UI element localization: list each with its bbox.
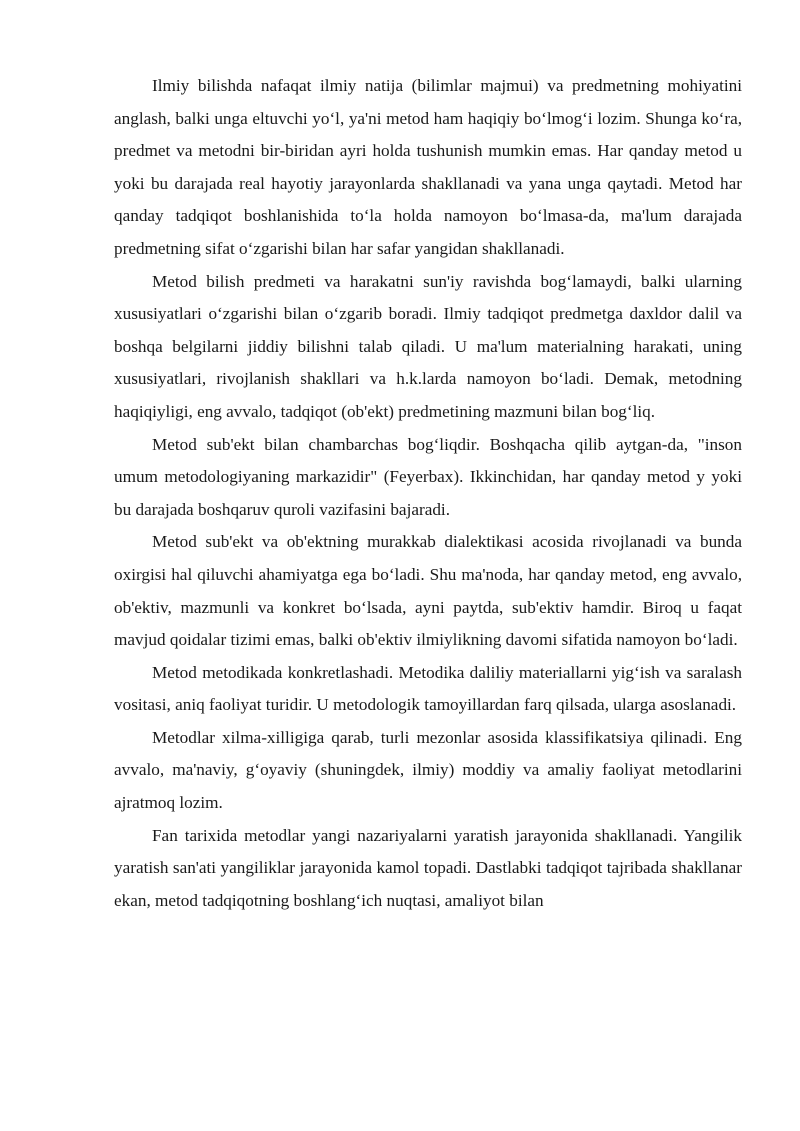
document-page [114,70,742,917]
paragraph-6: Metodlar xilma-xilligiga qarab, turli mezonlar asosida klassifikatsiya qilinadi. Eng avvalo, ma'naviy, g‘oyaviy (shuningdek, ilmiy) moddiy va amaliy faoliyat metodlarini ajratmoq lozim. [114,727,742,813]
paragraph-5: Metod metodikada konkretlashadi. Metodika daliliy materiallarni yig‘ish va saralash vositasi, aniq faoliyat turidir. U metodologik tamoyillardan farq qilsada, ularga asoslanadi. [114,662,742,715]
paragraph-3: Metod sub'ekt bilan chambarchas bog‘liqdir. Boshqacha qilib aytgan-da, "inson umum metodologiyaning markazidir" (Feyerbax). Ikkinchidan, har qanday metod y yoki bu darajada boshqaruv quroli vazifasini bajaradi. [114,434,742,519]
paragraph-4: Metod sub'ekt va ob'ektning murakkab dialektikasi acosida rivojlanadi va bunda oxirgisi hal qiluvchi ahamiyatga ega bo‘ladi. Shu ma'noda, har qanday metod, eng avvalo, ob'ektiv, mazmunli va konkret bo‘lsada, ayni paytda, sub'ektiv hamdir. Biroq u faqat mavjud qoidalar tizimi emas, balki ob'ektiv ilmiylikning davomi sifatida namoyon bo‘ladi. [114,532,742,650]
paragraph-2: Metod bilish predmeti va harakatni sun'iy ravishda bog‘lamaydi, balki ularning xususiyatlari o‘zgarishi bilan o‘zgarib boradi. Ilmiy tadqiqot predmetga daxldor dalil va boshqa belgilarni jiddiy bilishni talab qiladi. U ma'lum materialning harakati, uning xususiyatlari, rivojlanish shakllari va h.k.larda namoyon bo‘ladi. Demak, metodning haqiqiyligi, eng avvalo, tadqiqot (ob'ekt) predmetining mazmuni bilan bog‘liq. [114,271,742,421]
paragraph-7: Fan tarixida metodlar yangi nazariyalarni yaratish jarayonida shakllanadi. Yangilik yaratish san'ati yangiliklar jarayonida kamol topadi. Dastlabki tadqiqot tajribada shakllanar ekan, metod tadqiqotning boshlang‘ich nuqtasi, amaliyot bilan [114,825,742,910]
paragraph-1: Ilmiy bilishda nafaqat ilmiy natija (bilimlar majmui) va predmetning mohiyatini anglash, balki unga eltuvchi yo‘l, ya'ni metod ham haqiqiy bo‘lmog‘i lozim. Shunga ko‘ra, predmet va metodni bir-biridan ayri holda tushunish mumkin emas. Har qanday metod u yoki bu darajada real hayotiy jarayonlarda shakllanadi va yana unga qaytadi. Metod har qanday tadqiqot boshlanishida to‘la holda namoyon bo‘lmasa-da, ma'lum darajada predmetning sifat o‘zgarishi bilan har safar yangidan shakllanadi. [114,76,742,258]
